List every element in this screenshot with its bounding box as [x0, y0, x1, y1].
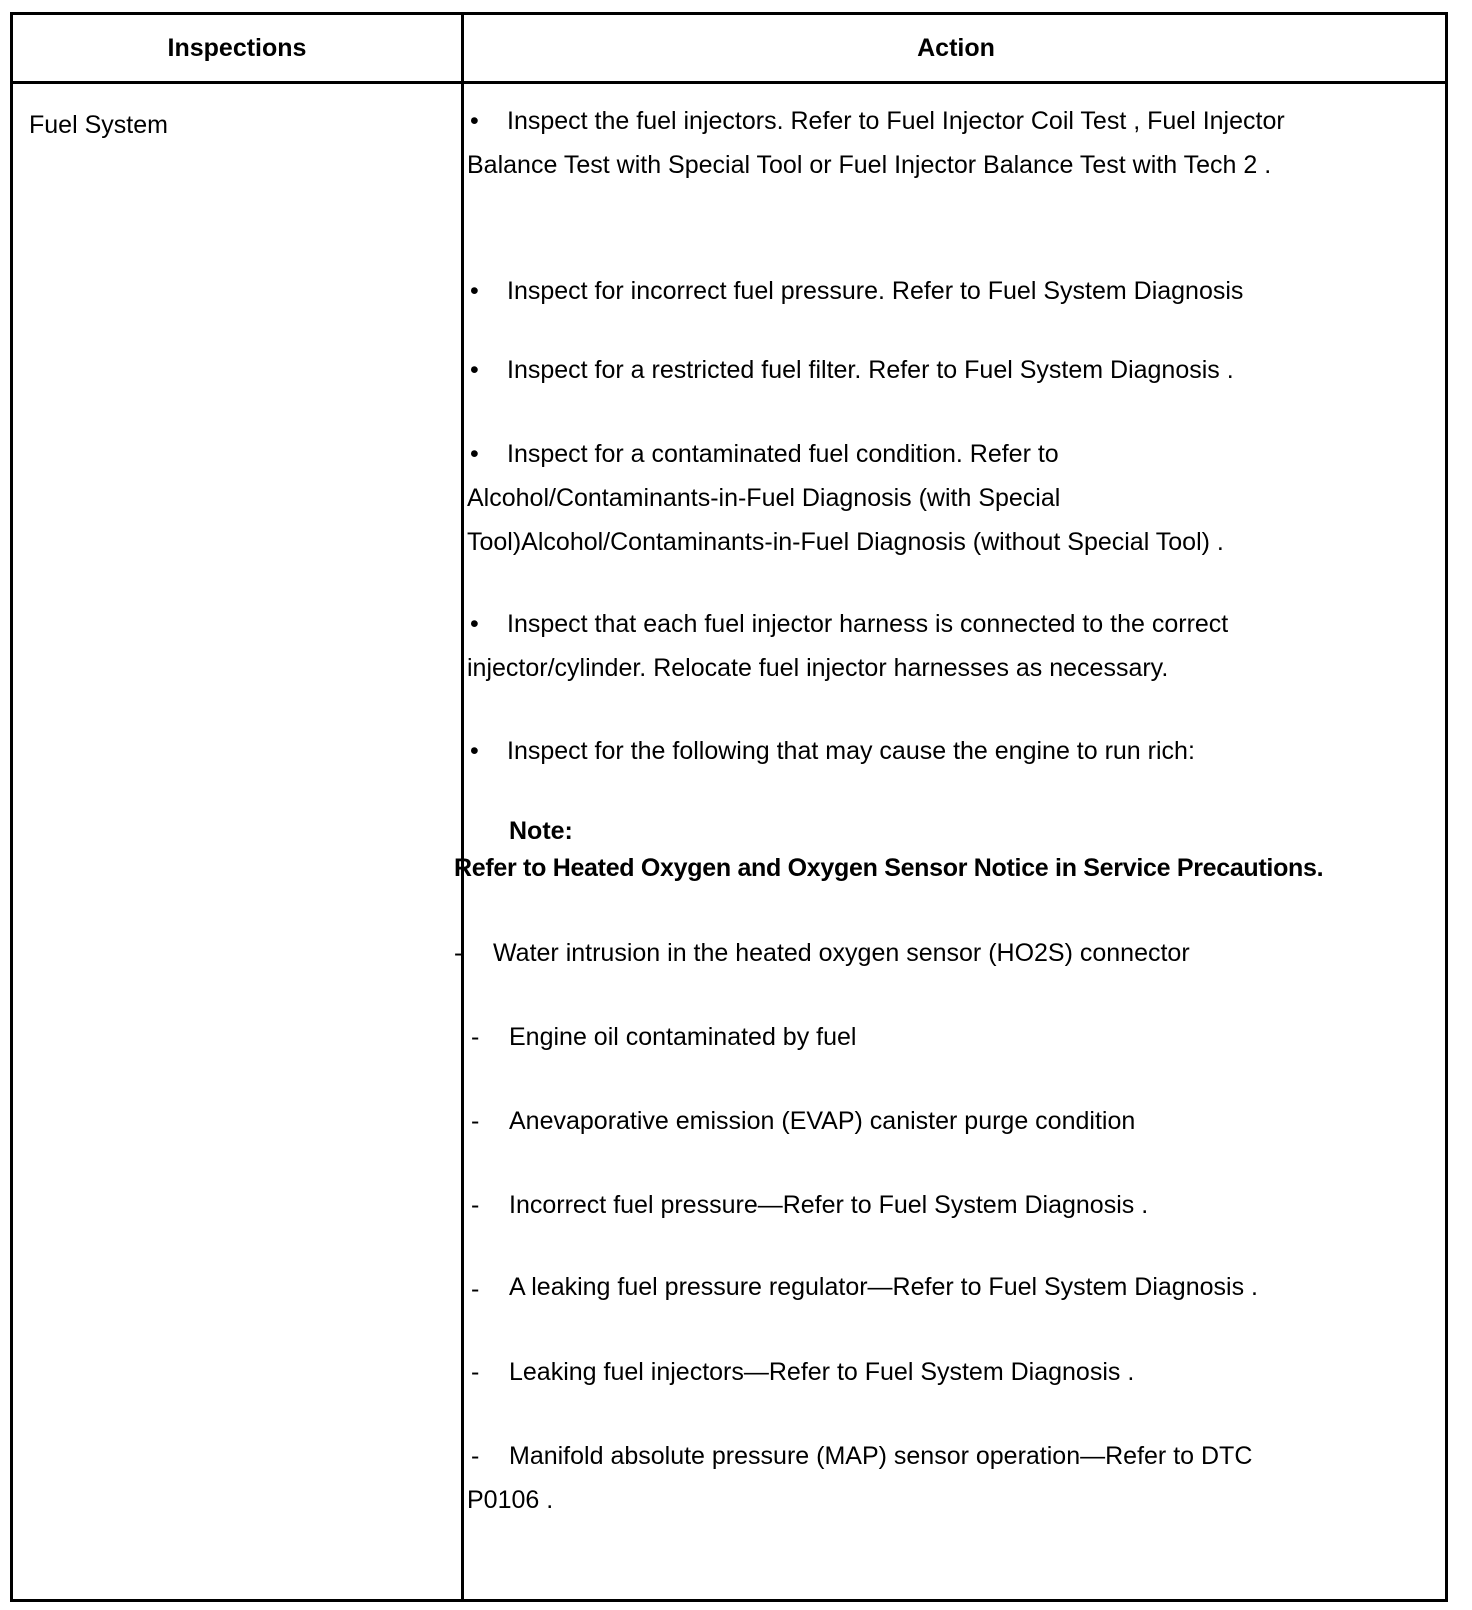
- bullet-glyph: •: [470, 356, 479, 384]
- note-label: Note:: [509, 817, 573, 845]
- action-bullet-1: Inspect the fuel injectors. Refer to Fuel Injector Coil Test , Fuel Injector Balance Test with Special Tool or Fuel Injector Balance Test with Tech 2 .: [467, 107, 1285, 179]
- sub-item-6: Leaking fuel injectors—Refer to Fuel System Diagnosis .: [509, 1358, 1135, 1386]
- action-bullet-3: Inspect for a restricted fuel filter. Refer to Fuel System Diagnosis .: [507, 356, 1234, 384]
- bullet-glyph: •: [470, 107, 479, 135]
- header-divider: [13, 81, 1445, 84]
- action-bullet-5: Inspect that each fuel injector harness is connected to the correct injector/cylinder. Relocate fuel injector harnesses as necessary.: [467, 610, 1229, 682]
- dash-glyph: -: [471, 1023, 480, 1051]
- action-bullet-2: Inspect for incorrect fuel pressure. Refer to Fuel System Diagnosis: [507, 277, 1244, 305]
- dash-glyph: -: [471, 1107, 480, 1135]
- inspection-table: [10, 12, 1448, 1602]
- dash-glyph: -: [471, 1442, 480, 1470]
- sub-item-4: Incorrect fuel pressure—Refer to Fuel System Diagnosis .: [509, 1191, 1149, 1219]
- action-bullet-6: Inspect for the following that may cause the engine to run rich:: [507, 737, 1195, 765]
- bullet-glyph: •: [470, 277, 479, 305]
- note-text: Refer to Heated Oxygen and Oxygen Sensor Notice in Service Precautions.: [454, 854, 1324, 882]
- sub-item-7: Manifold absolute pressure (MAP) sensor operation—Refer to DTC P0106 .: [467, 1442, 1253, 1514]
- bullet-glyph: •: [470, 737, 479, 765]
- header-inspections: Inspections: [167, 34, 307, 62]
- header-action: Action: [917, 34, 995, 62]
- dash-glyph: -: [454, 939, 463, 967]
- action-bullet-4: Inspect for a contaminated fuel condition. Refer to Alcohol/Contaminants-in-Fuel Diagnosis (with Special Tool)Alcohol/Contaminants-in-Fuel Diagnosis (without Special Tool) .: [467, 440, 1224, 556]
- dash-glyph: -: [471, 1191, 480, 1219]
- bullet-glyph: •: [470, 440, 479, 468]
- dash-glyph: -: [471, 1275, 480, 1303]
- sub-item-3: Anevaporative emission (EVAP) canister purge condition: [509, 1107, 1136, 1135]
- inspection-cell: Fuel System: [29, 111, 168, 139]
- dash-glyph: -: [471, 1358, 480, 1386]
- sub-item-5: A leaking fuel pressure regulator—Refer to Fuel System Diagnosis .: [509, 1273, 1258, 1301]
- sub-item-2: Engine oil contaminated by fuel: [509, 1023, 857, 1051]
- sub-item-1: Water intrusion in the heated oxygen sensor (HO2S) connector: [493, 939, 1190, 967]
- column-divider: [461, 15, 464, 1599]
- bullet-glyph: •: [470, 610, 479, 638]
